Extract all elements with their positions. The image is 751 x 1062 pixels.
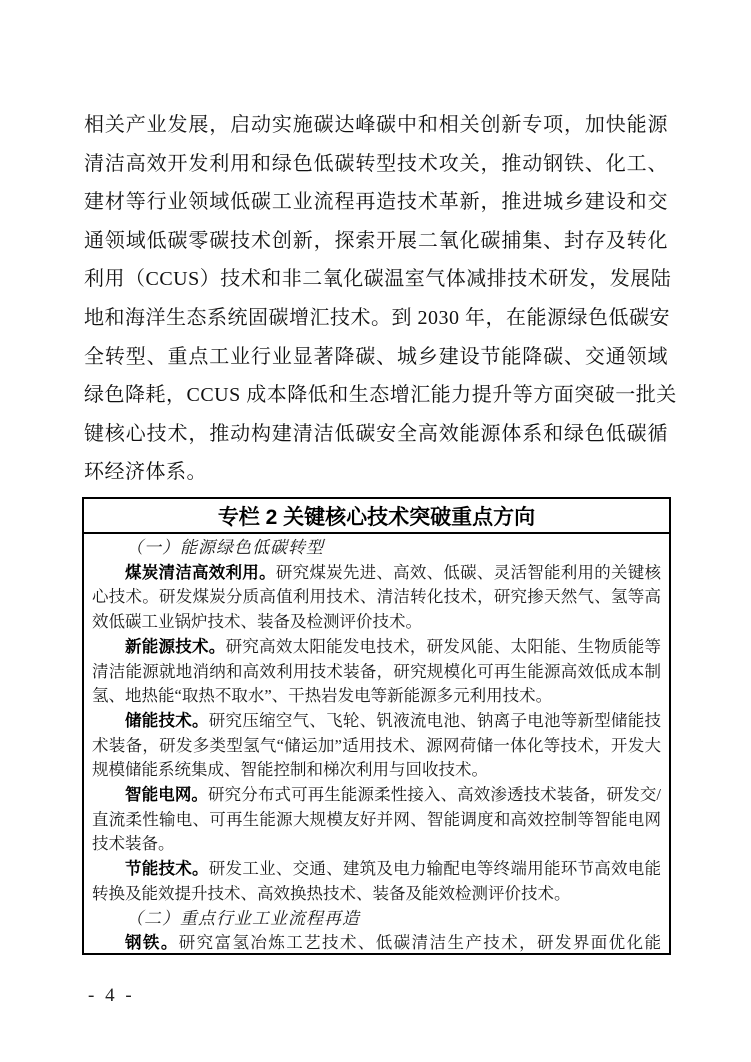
box-paragraph	[92, 561, 661, 635]
paragraph-text: 研究压缩空气、飞轮、钒液流电池、钠离子电池等新型储能技术装备，研发多类型氢气“储运加”适用技术、源网荷储一体化等技术，开发大规模储能系统集成、智能控制和梯次利用与回收技术。	[92, 710, 662, 780]
main-text-block	[84, 106, 677, 492]
box-paragraph	[92, 783, 661, 857]
body-text-line: 全转型、重点工业行业显著降碳、城乡建设节能降碳、交通领域	[84, 345, 668, 368]
paragraph-text: 研发工业、交通、建筑及电力输配电等终端用能环节高效电能转换及能效提升技术、高效换热技术、装备及能效检测评价技术。	[92, 859, 662, 903]
body-text-line: 清洁高效开发利用和绿色低碳转型技术攻关，推动钢铁、化工、	[84, 152, 668, 175]
callout-box-title: 专栏 2 关键核心技术突破重点方向	[217, 505, 536, 529]
box-paragraph	[92, 709, 661, 783]
paragraph-text: 研究煤炭先进、高效、低碳、灵活智能利用的关键核心技术。研发煤炭分质高值利用技术、清洁转化技术，研究掺天然气、氢等高效低碳工业锅炉技术、装备及检测评价技术。	[92, 562, 662, 632]
body-text-line: 环经济体系。	[84, 461, 207, 484]
paragraph-lead: 储能技术。	[125, 711, 209, 730]
body-text-line: 通领域低碳零碳技术创新，探索开展二氧化碳捕集、封存及转化	[84, 229, 668, 252]
body-text-line: 利用（CCUS）技术和非二氧化碳温室气体减排技术研发，发展陆	[84, 268, 672, 291]
callout-box-body	[84, 534, 669, 955]
box-section-heading: （二）重点行业工业流程再造	[126, 908, 360, 928]
paragraph-text: 研究高效太阳能发电技术，研发风能、太阳能、生物质能等清洁能源就地消纳和高效利用技术装备，研究规模化可再生能源高效低成本制氢、地热能“取热不取水”、干热岩发电等新能源多元利用技术。	[92, 636, 662, 706]
paragraph-lead: 煤炭清洁高效利用。	[125, 563, 276, 582]
box-paragraph	[92, 857, 661, 906]
callout-box-header	[84, 499, 669, 534]
page-number: - 4 -	[88, 985, 135, 1006]
body-text-line: 地和海洋生态系统固碳增汇技术。到 2030 年，在能源绿色低碳安	[84, 306, 670, 329]
callout-box	[82, 497, 671, 955]
paragraph-text: 研究分布式可再生能源柔性接入、高效渗透技术装备，研发交/直流柔性输电、可再生能源大规模友好并网、智能调度和高效控制等智能电网技术装备。	[92, 785, 662, 854]
box-paragraph	[92, 931, 661, 955]
body-text-line: 键核心技术，推动构建清洁低碳安全高效能源体系和绿色低碳循	[84, 422, 668, 445]
body-text-line: 绿色降耗，CCUS 成本降低和生态增汇能力提升等方面突破一批关	[84, 384, 677, 407]
body-text-line: 相关产业发展，启动实施碳达峰碳中和相关创新专项，加快能源	[84, 114, 668, 136]
paragraph-lead: 钢铁。	[125, 934, 179, 953]
box-paragraph	[92, 635, 661, 709]
paragraph-lead: 智能电网。	[125, 786, 209, 805]
body-text-line: 建材等行业领域低碳工业流程再造技术革新，推进城乡建设和交	[84, 191, 668, 214]
box-section-heading: （一）能源绿色低碳转型	[126, 538, 324, 557]
paragraph-lead: 新能源技术。	[125, 637, 226, 656]
paragraph-lead: 节能技术。	[125, 860, 209, 879]
paragraph-text: 研究富氢冶炼工艺技术、低碳清洁生产技术，研发界面优化能	[178, 933, 662, 953]
